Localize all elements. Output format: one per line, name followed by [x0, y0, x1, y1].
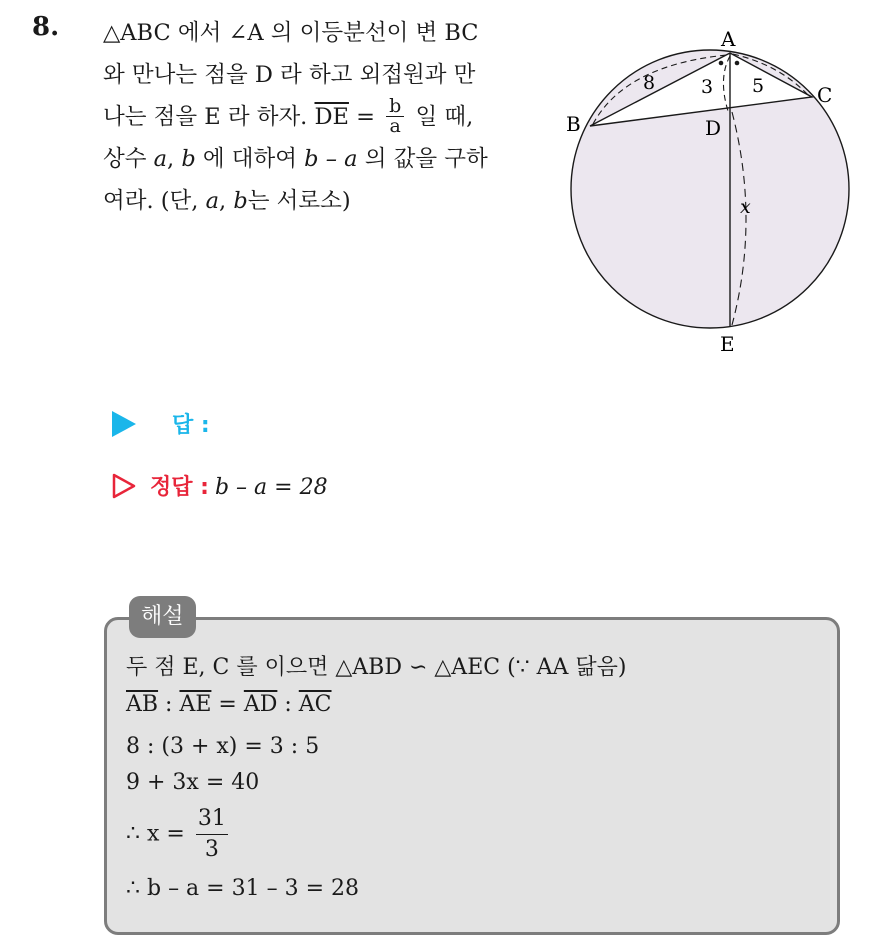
- ratio-colon-1: :: [158, 692, 180, 717]
- correct-answer-row: [112, 470, 328, 501]
- segment-ac: $\overline{AC}$: [298, 692, 332, 717]
- problem-line-5-start: 여라. (단,: [103, 188, 206, 214]
- expr-b-minus-a: b – a: [304, 146, 358, 172]
- length-ad: 3: [701, 76, 714, 98]
- fraction-31-over-3: [196, 804, 228, 865]
- x-denominator: 3: [204, 837, 219, 862]
- problem-line-3-end: 일 때,: [408, 104, 474, 130]
- fraction-b-over-a: [386, 94, 404, 137]
- var-b-2: b: [233, 188, 248, 214]
- label-d: D: [705, 116, 722, 140]
- var-b: b: [181, 146, 196, 172]
- segment-ab: $\overline{AB}$: [126, 692, 159, 717]
- comma: ,: [167, 146, 182, 172]
- problem-line-5: [103, 180, 543, 222]
- problem-number: 8.: [32, 12, 60, 42]
- answer-row: [112, 408, 210, 439]
- problem-line-3: [103, 96, 543, 138]
- problem-text: [103, 12, 543, 222]
- angle-mark-right: [735, 61, 740, 66]
- var-a: a: [153, 146, 168, 172]
- length-ac: 5: [752, 75, 765, 97]
- problem-line-1: △ABC 에서 ∠A 의 이등분선이 변 BC: [103, 20, 479, 46]
- segment-ad: $\overline{AD}$: [243, 692, 278, 717]
- solution-line-1: 두 점 E, C 를 이으면 △ABD ∽ △AEC (∵ AA 닮음): [126, 655, 627, 680]
- problem-line-4-end: 의 값을 구하: [357, 146, 488, 172]
- var-a-2: a: [205, 188, 220, 214]
- comma-2: ,: [219, 188, 234, 214]
- correct-answer-label: 정답 :: [150, 475, 209, 500]
- problem-line-4-start: 상수: [103, 146, 154, 172]
- x-equals-prefix: ∴ x =: [126, 821, 192, 847]
- play-triangle-icon: [112, 411, 136, 437]
- problem-line-4: [103, 138, 543, 180]
- ratio-colon-2: :: [277, 692, 299, 717]
- solution-line-3: 8 : (3 + x) = 3 : 5: [126, 734, 320, 759]
- outline-triangle-icon: [112, 473, 136, 499]
- answer-label: 답 :: [172, 413, 210, 438]
- equals-sign: =: [348, 104, 383, 130]
- problem-line-3-start: 나는 점을 E 라 하자.: [103, 104, 315, 130]
- label-c: C: [817, 83, 833, 107]
- label-b: B: [566, 112, 581, 136]
- label-a: A: [721, 27, 736, 51]
- angle-mark-left: [719, 61, 724, 66]
- segment-de: $\overline{DE}$: [314, 104, 349, 130]
- problem-line-5-end: 는 서로소): [247, 188, 351, 214]
- geometry-figure: [555, 20, 865, 360]
- fraction-denominator: a: [389, 114, 401, 137]
- x-numerator: 31: [196, 804, 228, 835]
- solution-tag: 해설: [129, 596, 196, 638]
- label-e: E: [720, 332, 735, 356]
- length-ab: 8: [643, 72, 656, 94]
- problem-line-4-mid: 에 대하여: [195, 146, 305, 172]
- solution-line-4: 9 + 3x = 40: [126, 770, 260, 795]
- correct-answer-value: b – a = 28: [214, 475, 328, 500]
- fraction-numerator: b: [386, 97, 404, 117]
- solution-line-x: [126, 804, 228, 865]
- segment-ae: $\overline{AE}$: [179, 692, 212, 717]
- length-de: x: [740, 196, 751, 218]
- problem-line-2: 와 만나는 점을 D 라 하고 외접원과 만: [103, 62, 476, 88]
- solution-line-final: ∴ b – a = 31 – 3 = 28: [126, 876, 359, 901]
- solution-line-ratio: [126, 692, 332, 717]
- ratio-equals: =: [211, 692, 244, 717]
